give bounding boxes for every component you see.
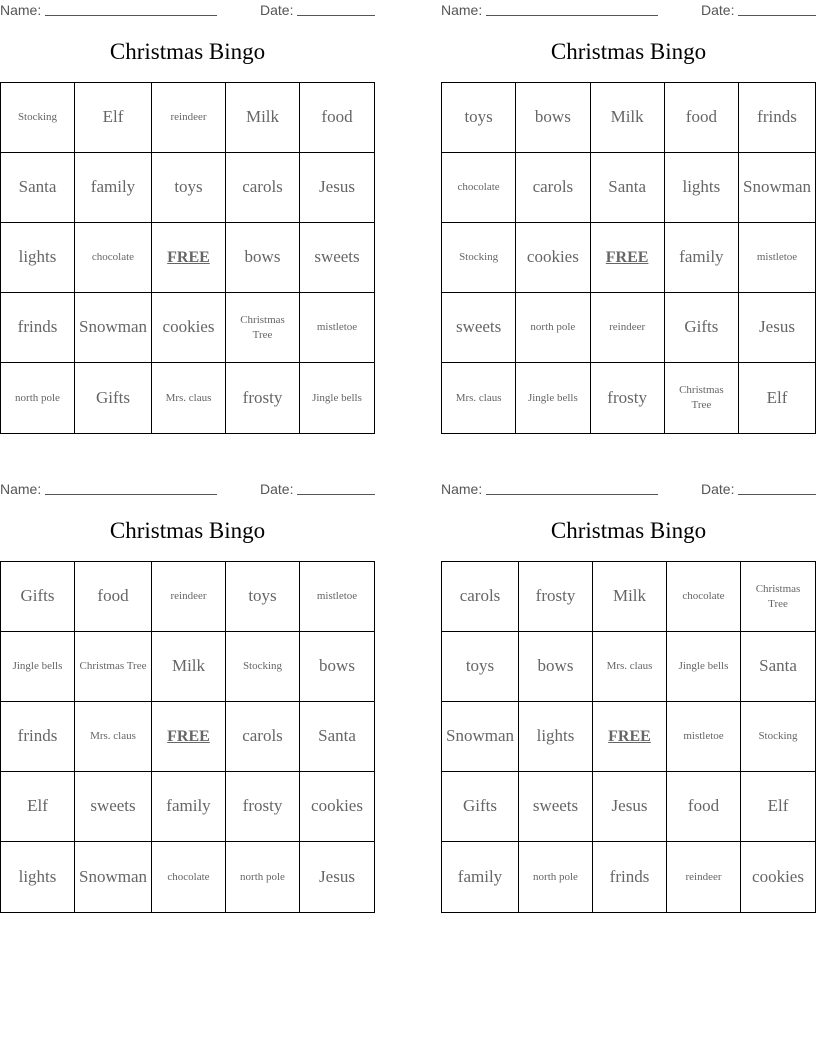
bingo-cell: north pole bbox=[519, 842, 593, 912]
bingo-cell: reindeer bbox=[591, 293, 665, 363]
bingo-cell: Snowman bbox=[739, 153, 815, 223]
bingo-cell: frinds bbox=[593, 842, 667, 912]
bingo-cell: frinds bbox=[739, 83, 815, 153]
name-label: Name: bbox=[0, 2, 42, 18]
bingo-grid bbox=[0, 82, 375, 434]
bingo-cell: cookies bbox=[300, 772, 374, 842]
bingo-cell: toys bbox=[442, 632, 519, 702]
name-label: Name: bbox=[441, 481, 483, 497]
bingo-cell: north pole bbox=[226, 842, 300, 912]
date-line bbox=[738, 494, 816, 495]
bingo-cell: Santa bbox=[741, 632, 815, 702]
bingo-cell: reindeer bbox=[152, 83, 226, 153]
bingo-cell: Elf bbox=[75, 83, 152, 153]
bingo-cell: Stocking bbox=[1, 83, 75, 153]
bingo-cell: Snowman bbox=[75, 842, 152, 912]
date-line bbox=[297, 494, 375, 495]
bingo-card-3 bbox=[0, 479, 375, 919]
bingo-cell: family bbox=[75, 153, 152, 223]
bingo-cell: frosty bbox=[226, 772, 300, 842]
bingo-cell: Jingle bells bbox=[312, 391, 362, 404]
name-line bbox=[486, 15, 658, 16]
bingo-cell: bows bbox=[516, 83, 590, 153]
bingo-cell: reindeer bbox=[152, 562, 226, 632]
bingo-grid bbox=[441, 561, 816, 913]
bingo-cell: family bbox=[152, 772, 226, 842]
bingo-cell: family bbox=[442, 842, 519, 912]
bingo-cell: food bbox=[667, 772, 741, 842]
bingo-cell: chocolate bbox=[667, 562, 741, 632]
bingo-cell: food bbox=[75, 562, 152, 632]
bingo-card-2 bbox=[441, 0, 816, 440]
bingo-cell: carols bbox=[226, 702, 300, 772]
bingo-cell: bows bbox=[519, 632, 593, 702]
bingo-cell: mistletoe bbox=[300, 293, 374, 363]
date-label: Date: bbox=[260, 2, 294, 18]
card-header bbox=[0, 2, 375, 20]
bingo-cell: cookies bbox=[752, 866, 804, 886]
bingo-cell: north pole bbox=[1, 363, 75, 433]
bingo-cell: bows bbox=[300, 632, 374, 702]
name-line bbox=[45, 15, 217, 16]
bingo-cell: Milk bbox=[593, 562, 667, 632]
bingo-cell: Jingle bells bbox=[667, 632, 741, 702]
date-label: Date: bbox=[701, 2, 735, 18]
bingo-cell: sweets bbox=[300, 223, 374, 293]
bingo-cell: Gifts bbox=[75, 363, 152, 433]
bingo-cell: Jesus bbox=[300, 153, 374, 223]
bingo-cell: mistletoe bbox=[667, 702, 741, 772]
name-line bbox=[45, 494, 217, 495]
bingo-cell: toys bbox=[152, 153, 226, 223]
bingo-cell: Santa bbox=[300, 702, 374, 772]
bingo-cell: lights bbox=[1, 842, 75, 912]
bingo-cell: frosty bbox=[519, 562, 593, 632]
card-title: Christmas Bingo bbox=[550, 39, 707, 64]
name-line bbox=[486, 494, 658, 495]
bingo-cell: frinds bbox=[1, 702, 75, 772]
bingo-cell: Elf bbox=[1, 772, 75, 842]
bingo-cell: Christmas Tree bbox=[226, 293, 300, 363]
bingo-cell: family bbox=[665, 223, 739, 293]
bingo-cell: Christmas Tree bbox=[75, 632, 152, 702]
bingo-card-1 bbox=[0, 0, 375, 440]
bingo-cell: Jesus bbox=[593, 772, 667, 842]
bingo-cell: Mrs. claus bbox=[442, 363, 516, 433]
bingo-cell: Jingle bells bbox=[516, 363, 590, 433]
bingo-cell: frosty bbox=[226, 363, 300, 433]
bingo-cell: mistletoe bbox=[739, 223, 815, 293]
bingo-cell: cookies bbox=[152, 293, 226, 363]
card-title: Christmas Bingo bbox=[109, 518, 266, 543]
bingo-cell: sweets bbox=[442, 293, 516, 363]
bingo-cell: north pole bbox=[516, 293, 590, 363]
bingo-cell: carols bbox=[516, 153, 590, 223]
card-header bbox=[441, 2, 816, 20]
bingo-cell: Elf bbox=[766, 387, 788, 407]
bingo-grid bbox=[0, 561, 375, 913]
bingo-cell: Mrs. claus bbox=[75, 702, 152, 772]
bingo-cell: Gifts bbox=[442, 772, 519, 842]
bingo-cell: Elf bbox=[741, 772, 815, 842]
bingo-card-4 bbox=[441, 479, 816, 919]
bingo-cell: food bbox=[300, 83, 374, 153]
free-space: FREE bbox=[152, 702, 226, 772]
bingo-cell: Stocking bbox=[442, 223, 516, 293]
bingo-cell: frinds bbox=[1, 293, 75, 363]
card-title: Christmas Bingo bbox=[550, 518, 707, 543]
date-label: Date: bbox=[701, 481, 735, 497]
card-title: Christmas Bingo bbox=[109, 39, 266, 64]
bingo-cell: Milk bbox=[591, 83, 665, 153]
bingo-cell: cookies bbox=[516, 223, 590, 293]
date-label: Date: bbox=[260, 481, 294, 497]
bingo-cell: Mrs. claus bbox=[152, 363, 226, 433]
bingo-cell: Jesus bbox=[739, 293, 815, 363]
date-line bbox=[738, 15, 816, 16]
bingo-cell: Santa bbox=[1, 153, 75, 223]
free-space: FREE bbox=[593, 702, 667, 772]
bingo-cell: Jingle bells bbox=[1, 632, 75, 702]
bingo-cell: reindeer bbox=[667, 842, 741, 912]
bingo-cell: Christmas Tree bbox=[665, 363, 739, 433]
bingo-cell: food bbox=[665, 83, 739, 153]
bingo-cell: carols bbox=[226, 153, 300, 223]
free-space: FREE bbox=[152, 223, 226, 293]
card-header bbox=[441, 481, 816, 499]
bingo-cell: bows bbox=[226, 223, 300, 293]
bingo-cell: frosty bbox=[591, 363, 665, 433]
bingo-cell: sweets bbox=[75, 772, 152, 842]
bingo-cell: toys bbox=[226, 562, 300, 632]
bingo-cell: Gifts bbox=[665, 293, 739, 363]
bingo-cell: Jesus bbox=[319, 866, 355, 886]
bingo-cell: Stocking bbox=[741, 702, 815, 772]
bingo-cell: Mrs. claus bbox=[593, 632, 667, 702]
card-header bbox=[0, 481, 375, 499]
bingo-cell: chocolate bbox=[75, 223, 152, 293]
bingo-cell: Milk bbox=[226, 83, 300, 153]
bingo-cell: chocolate bbox=[152, 842, 226, 912]
date-line bbox=[297, 15, 375, 16]
bingo-grid bbox=[441, 82, 816, 434]
bingo-cell: chocolate bbox=[442, 153, 516, 223]
bingo-cell: mistletoe bbox=[300, 562, 374, 632]
bingo-cell: Snowman bbox=[75, 293, 152, 363]
bingo-cell: Christmas Tree bbox=[741, 562, 815, 632]
bingo-cell: lights bbox=[1, 223, 75, 293]
bingo-cell: Gifts bbox=[1, 562, 75, 632]
bingo-cell: Snowman bbox=[442, 702, 519, 772]
bingo-cell: lights bbox=[665, 153, 739, 223]
bingo-cell: sweets bbox=[519, 772, 593, 842]
bingo-cell: lights bbox=[519, 702, 593, 772]
bingo-cell: carols bbox=[442, 562, 519, 632]
name-label: Name: bbox=[441, 2, 483, 18]
free-space: FREE bbox=[591, 223, 665, 293]
bingo-cell: Stocking bbox=[226, 632, 300, 702]
bingo-cell: toys bbox=[442, 83, 516, 153]
bingo-cell: Santa bbox=[591, 153, 665, 223]
bingo-cell: Milk bbox=[152, 632, 226, 702]
name-label: Name: bbox=[0, 481, 42, 497]
